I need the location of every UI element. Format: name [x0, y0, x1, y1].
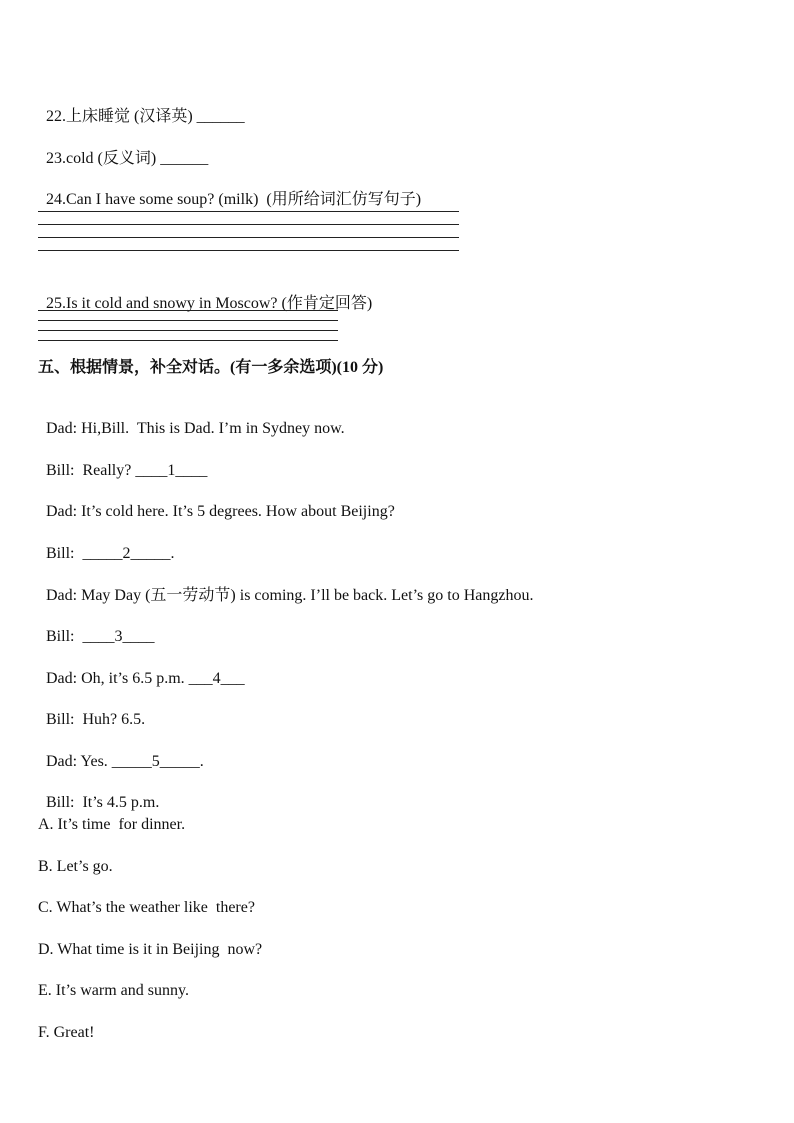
dialogue-text: Bill: It’s 4.5 p.m. [46, 794, 160, 811]
dialogue-text: Dad: Hi,Bill. This is Dad. I’m in Sydney now. [46, 420, 345, 437]
dialogue-text: Bill: Huh? 6.5. [46, 711, 146, 728]
dialogue-text: Dad: Yes. [46, 753, 112, 770]
dialogue-line [38, 690, 145, 730]
answer-line[interactable] [38, 237, 459, 238]
dialogue-line [38, 649, 245, 689]
dialogue-text: Bill: Really? [46, 462, 136, 479]
answer-line[interactable] [38, 211, 459, 212]
dialogue-line [38, 524, 174, 564]
dialogue-text: Bill: [46, 628, 83, 645]
dialogue-line [38, 482, 395, 522]
dialogue-suffix: . [199, 753, 204, 770]
question-number: 24. [46, 191, 66, 208]
dialogue-text: Bill: [46, 545, 83, 562]
dialogue-suffix: . [170, 545, 175, 562]
section-heading: 五、根据情景，补全对话。(有一多余选项)(10 分) [38, 359, 384, 376]
option-c: C. What’s the weather like there? [38, 899, 255, 916]
dialogue-line [38, 732, 204, 772]
answer-blank-4[interactable]: ___4___ [188, 670, 245, 687]
dialogue-line [38, 399, 345, 439]
option-b: B. Let’s go. [38, 858, 113, 875]
dialogue-text: Dad: It’s cold here. It’s 5 degrees. How about Beijing? [46, 503, 395, 520]
option-d: D. What time is it in Beijing now? [38, 941, 263, 958]
answer-blank-1[interactable]: ____1____ [135, 462, 208, 479]
question-25 [38, 274, 372, 314]
question-number: 23. [46, 150, 66, 167]
option-e: E. It’s warm and sunny. [38, 982, 189, 999]
option-a: A. It’s time for dinner. [38, 816, 186, 833]
answer-line[interactable] [38, 320, 338, 321]
dialogue-line [38, 441, 207, 481]
dialogue-line [38, 773, 159, 813]
dialogue-line [38, 566, 533, 606]
option-f: F. Great! [38, 1024, 95, 1041]
answer-line[interactable] [38, 250, 459, 251]
question-number: 25. [46, 295, 66, 312]
question-22 [38, 87, 245, 127]
question-text: Can I have some soup? (milk) (用所给词汇仿写句子) [66, 191, 422, 208]
answer-line[interactable] [38, 310, 338, 311]
question-number: 22. [46, 108, 66, 125]
dialogue-text: Dad: Oh, it’s 6.5 p.m. [46, 670, 189, 687]
question-23 [38, 129, 208, 169]
question-text: 上床睡觉 (汉译英) ______ [66, 108, 245, 125]
answer-blank-2[interactable]: _____2_____ [82, 545, 171, 562]
question-24 [38, 170, 421, 210]
answer-line[interactable] [38, 340, 338, 341]
dialogue-line [38, 607, 154, 647]
answer-blank-3[interactable]: ____3____ [82, 628, 155, 645]
question-text: Is it cold and snowy in Moscow? (作肯定回答) [66, 295, 373, 312]
answer-line[interactable] [38, 224, 459, 225]
question-text: cold (反义词) ______ [66, 150, 209, 167]
answer-line[interactable] [38, 330, 338, 331]
dialogue-text: Dad: May Day (五一劳动节) is coming. I’ll be back. Let’s go to Hangzhou. [46, 587, 534, 604]
answer-blank-5[interactable]: _____5_____ [111, 753, 200, 770]
